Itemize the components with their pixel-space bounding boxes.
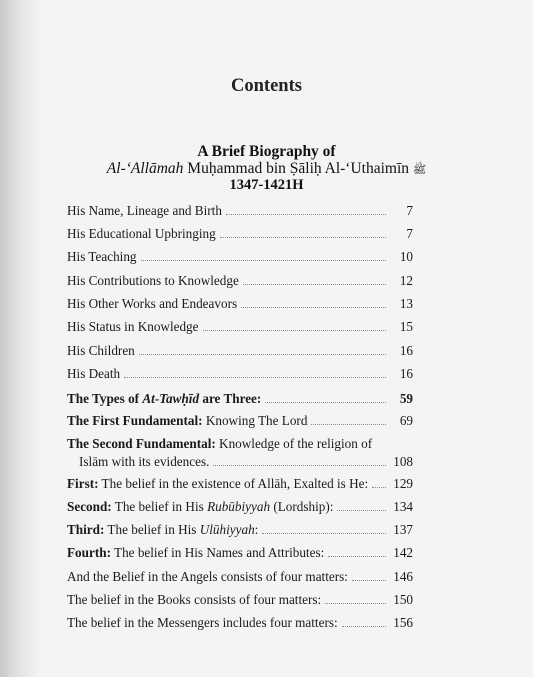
toc-entry[interactable] [67,499,413,515]
toc-entry[interactable] [67,569,413,585]
bio-heading-title-italic: Al-‘Allāmah [106,160,184,177]
toc-entry-label: His Teaching [67,249,137,264]
bio-heading-dates: 1347-1421H [229,177,304,193]
toc-entry-label: His Contributions to Knowledge [67,273,239,288]
toc-entry[interactable] [67,343,413,359]
dot-leader [265,402,386,403]
toc-entry-page: 146 [393,569,413,584]
dot-leader [337,510,386,511]
toc-entry-label: Second: The belief in His Rubūbiyyah (Lordship): [67,499,334,514]
toc-entry-label: The First Fundamental: Knowing The Lord [67,413,308,428]
toc-entry-page: 69 [399,413,413,428]
toc-entry[interactable] [67,249,413,265]
toc-entry-page: 12 [399,273,413,288]
toc-entry-page: 134 [393,499,413,514]
toc-entry[interactable] [67,273,413,289]
toc-entry[interactable] [67,296,413,312]
toc-entry-label: His Status in Knowledge [67,319,199,334]
toc-entry-label: His Children [67,343,135,358]
page-title: Contents [231,76,302,96]
dot-leader [203,330,386,331]
dot-leader [328,556,386,557]
toc-entry-page: 16 [399,366,413,381]
dot-leader [342,626,386,627]
toc-entry-page: 108 [393,454,413,469]
toc-entry[interactable] [79,454,413,470]
toc-entry-label: And the Belief in the Angels consists of four matters: [67,569,348,584]
toc-entry-label: Fourth: The belief in His Names and Attributes: [67,545,325,560]
toc-entry-label: His Other Works and Endeavors [67,296,238,311]
toc-entry[interactable] [67,522,413,538]
honorific-symbol: ﷺ [412,164,427,176]
toc-entry[interactable] [67,413,413,429]
dot-leader [311,424,386,425]
toc-entry-page: 7 [406,226,413,241]
toc-entry-label: Third: The belief in His Ulūhiyyah: [67,522,259,537]
toc-entry-label: The belief in the Books consists of four matters: [67,592,322,607]
toc-entry[interactable] [67,366,413,382]
toc-entry-page: 16 [399,343,413,358]
toc-entry[interactable] [67,615,413,631]
toc-entry-line1[interactable]: The Second Fundamental: Knowledge of the religion of [67,436,373,451]
dot-leader [352,580,386,581]
toc-entry-page: 13 [399,296,413,311]
dot-leader [124,377,386,378]
toc-entry-page: 142 [393,545,413,560]
toc-entry[interactable] [67,592,413,608]
toc-entry-page: 150 [393,592,413,607]
toc-entry[interactable] [67,319,413,335]
toc-entry-label: Islām with its evidences. [79,454,210,469]
dot-leader [262,533,386,534]
toc-entry[interactable] [67,545,413,561]
toc-entry-label: His Educational Upbringing [67,226,216,241]
toc-entry-label: His Name, Lineage and Birth [67,203,222,218]
toc-entry[interactable] [67,391,413,407]
dot-leader [220,237,386,238]
toc-entry-label: First: The belief in the existence of Allāh, Exalted is He: [67,476,369,491]
toc-entry-label: The Types of At-Tawḥīd are Three: [67,391,262,406]
dot-leader [213,465,386,466]
toc-entry-page: 7 [406,203,413,218]
dot-leader [325,603,386,604]
toc-entry-page: 156 [393,615,413,630]
dot-leader [141,260,386,261]
dot-leader [372,487,386,488]
dot-leader [226,214,386,215]
toc-entry-page: 137 [393,522,413,537]
toc-entry-label: The belief in the Messengers includes four matters: [67,615,338,630]
dot-leader [243,284,386,285]
toc-entry-page: 59 [399,391,413,406]
bio-heading-name: Muḥammad bin Ṣāliḥ Al-‘Uthaimīn [183,160,410,177]
dot-leader [139,354,386,355]
toc-entry[interactable] [67,203,413,219]
toc-entry[interactable] [67,476,413,492]
toc-entry-page: 15 [399,319,413,334]
toc-entry-page: 10 [399,249,413,264]
toc-entry-label: His Death [67,366,121,381]
toc-entry[interactable] [67,226,413,242]
dot-leader [241,307,386,308]
toc-entry-page: 129 [393,476,413,491]
bio-heading-line1: A Brief Biography of [197,143,336,160]
